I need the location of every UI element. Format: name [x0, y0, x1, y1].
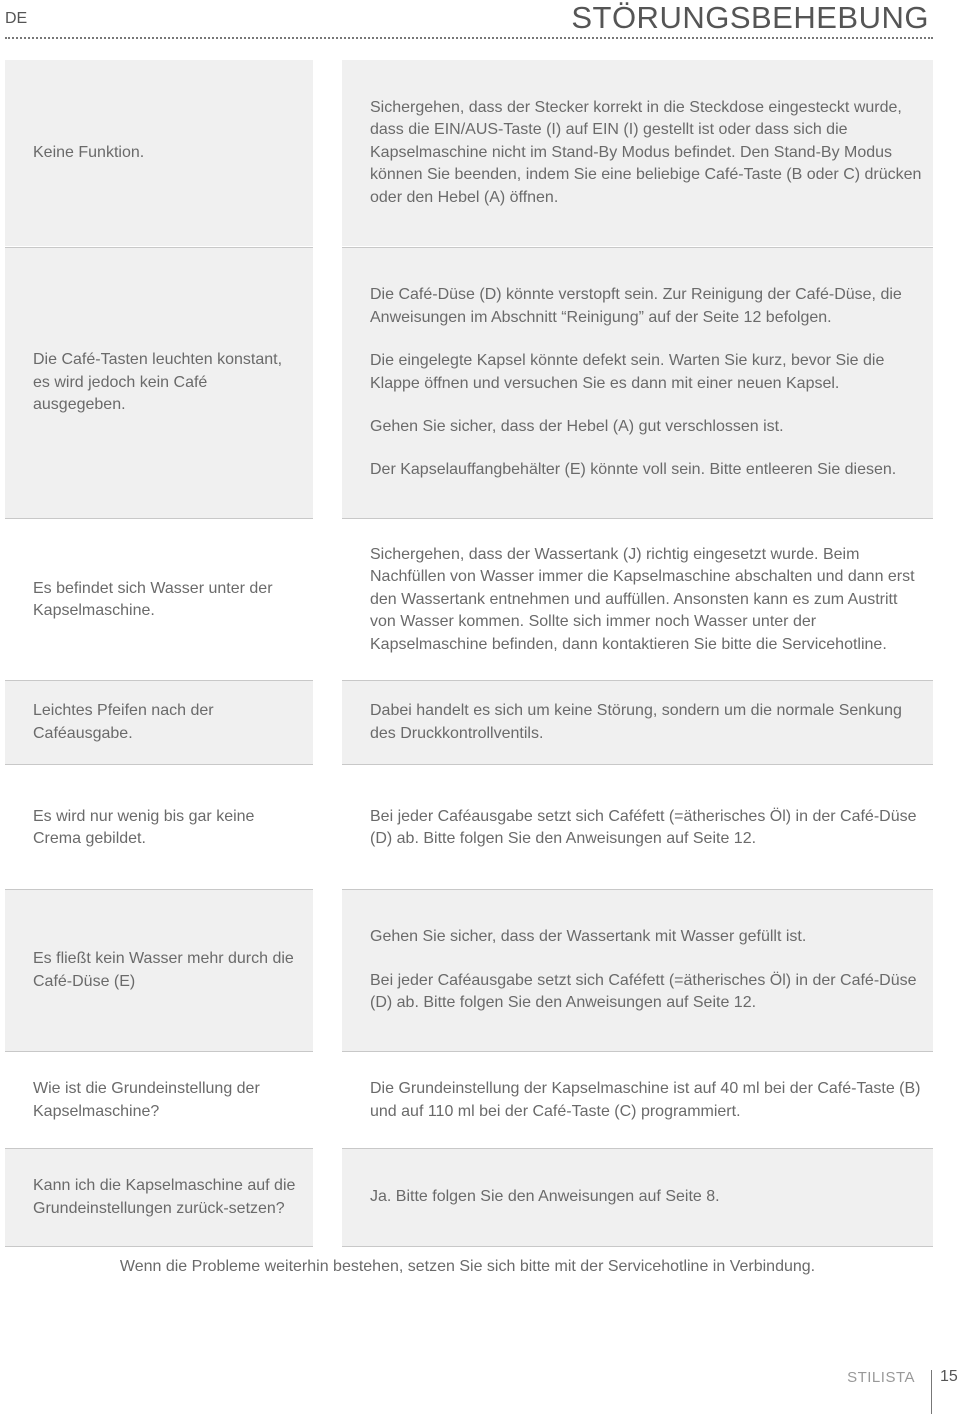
troubleshooting-row: [5, 520, 933, 680]
solution-text: Der Kapselauffangbehälter (E) könnte voll sein. Bitte entleeren Sie diesen.: [370, 461, 897, 479]
problem-text: Es fließt kein Wasser mehr durch die Café-Düse (E): [33, 950, 294, 990]
problem-cell: [5, 60, 313, 246]
troubleshooting-row: [5, 1148, 933, 1247]
troubleshooting-row: [5, 60, 933, 246]
solution-text: Die Café-Düse (D) könnte verstopft sein. Zur Reinigung der Café-Düse, die Anweisungen im Abschnitt “Reinigung” auf der Seite 12 befolgen.: [370, 286, 902, 326]
footer-divider: [931, 1370, 932, 1414]
problem-cell: [5, 520, 313, 680]
troubleshooting-row: [5, 889, 933, 1052]
problem-cell: [5, 680, 313, 765]
problem-text: Leichtes Pfeifen nach der Caféausgabe.: [33, 702, 214, 742]
problem-text: Kann ich die Kapselmaschine auf die Grundeinstellungen zurück-setzen?: [33, 1177, 296, 1217]
language-label: DE: [5, 10, 28, 27]
footer-note: Wenn die Probleme weiterhin bestehen, setzen Sie sich bitte mit der Servicehotline in Verbindung.: [119, 1258, 816, 1275]
problem-text: Wie ist die Grundeinstellung der Kapselmaschine?: [33, 1080, 260, 1120]
solution-cell: [342, 60, 933, 246]
solution-text: Sichergehen, dass der Stecker korrekt in die Steckdose eingesteckt wurde, dass die EIN/AUS-Taste (I) auf EIN (I) gestellt ist oder dass sich die Kapselmaschine nicht im Stand-By Modus befindet. Den Stand-By Modus können Sie beenden, indem Sie eine beliebige Café-Taste (B oder C) drücken oder den Hebel (A) öffnen.: [370, 98, 922, 206]
solution-text: Ja. Bitte folgen Sie den Anweisungen auf Seite 8.: [370, 1188, 720, 1206]
problem-cell: [5, 1053, 313, 1148]
solution-text: Dabei handelt es sich um keine Störung, sondern um die normale Senkung des Druckkontrollventils.: [370, 702, 902, 742]
solution-text: Gehen Sie sicher, dass der Wassertank mit Wasser gefüllt ist.: [370, 928, 807, 946]
troubleshooting-row: [5, 1053, 933, 1148]
brand-name: STILISTA: [847, 1369, 915, 1386]
problem-text: Keine Funktion.: [33, 143, 145, 161]
solution-cell: [342, 766, 933, 890]
solution-cell: [342, 1053, 933, 1148]
problem-cell: [5, 889, 313, 1052]
page-number: 15: [940, 1368, 958, 1385]
problem-cell: [5, 247, 313, 519]
header-divider: [5, 37, 933, 39]
problem-cell: [5, 766, 313, 890]
solution-text: Bei jeder Caféausgabe setzt sich Caféfett (=ätherisches Öl) in der Café-Düse (D) ab. Bitte folgen Sie den Anweisungen auf Seite 12.: [370, 971, 917, 1012]
page-title: STÖRUNGSBEHEBUNG: [571, 0, 929, 35]
solution-cell: [342, 889, 933, 1052]
problem-cell: [5, 1148, 313, 1247]
solution-cell: [342, 680, 933, 765]
solution-text: Die eingelegte Kapsel könnte defekt sein. Warten Sie kurz, bevor Sie die Klappe öffnen und versuchen Sie es dann mit einer neuen Kapsel.: [370, 352, 885, 392]
problem-text: Es wird nur wenig bis gar keine Crema gebildet.: [33, 807, 255, 847]
troubleshooting-row: [5, 766, 933, 890]
solution-text: Sichergehen, dass der Wassertank (J) richtig eingesetzt wurde. Beim Nachfüllen von Wasser immer die Kapselmaschine abschalten und dann erst den Wassertank entnehmen und auffüllen. Ansonsten kann es zum Austritt von Wasser kommen. Sollte sich immer noch Wasser unter der Kapselmaschine befinden, dann kontaktieren Sie bitte die Servicehotline.: [370, 545, 915, 653]
problem-text: Die Café-Tasten leuchten konstant, es wird jedoch kein Café ausgegeben.: [33, 351, 283, 414]
troubleshooting-row: [5, 680, 933, 765]
solution-text: Bei jeder Caféausgabe setzt sich Caféfett (=ätherisches Öl) in der Café-Düse (D) ab. Bitte folgen Sie den Anweisungen auf Seite 12.: [370, 807, 917, 847]
solution-cell: [342, 1148, 933, 1247]
solution-cell: [342, 520, 933, 680]
solution-text: Die Grundeinstellung der Kapselmaschine ist auf 40 ml bei der Café-Taste (B) und auf 110 ml bei der Café-Taste (C) programmiert.: [370, 1080, 921, 1120]
problem-text: Es befindet sich Wasser unter der Kapselmaschine.: [33, 579, 273, 619]
solution-text: Gehen Sie sicher, dass der Hebel (A) gut verschlossen ist.: [370, 417, 784, 435]
solution-cell: [342, 247, 933, 519]
troubleshooting-row: [5, 247, 933, 519]
